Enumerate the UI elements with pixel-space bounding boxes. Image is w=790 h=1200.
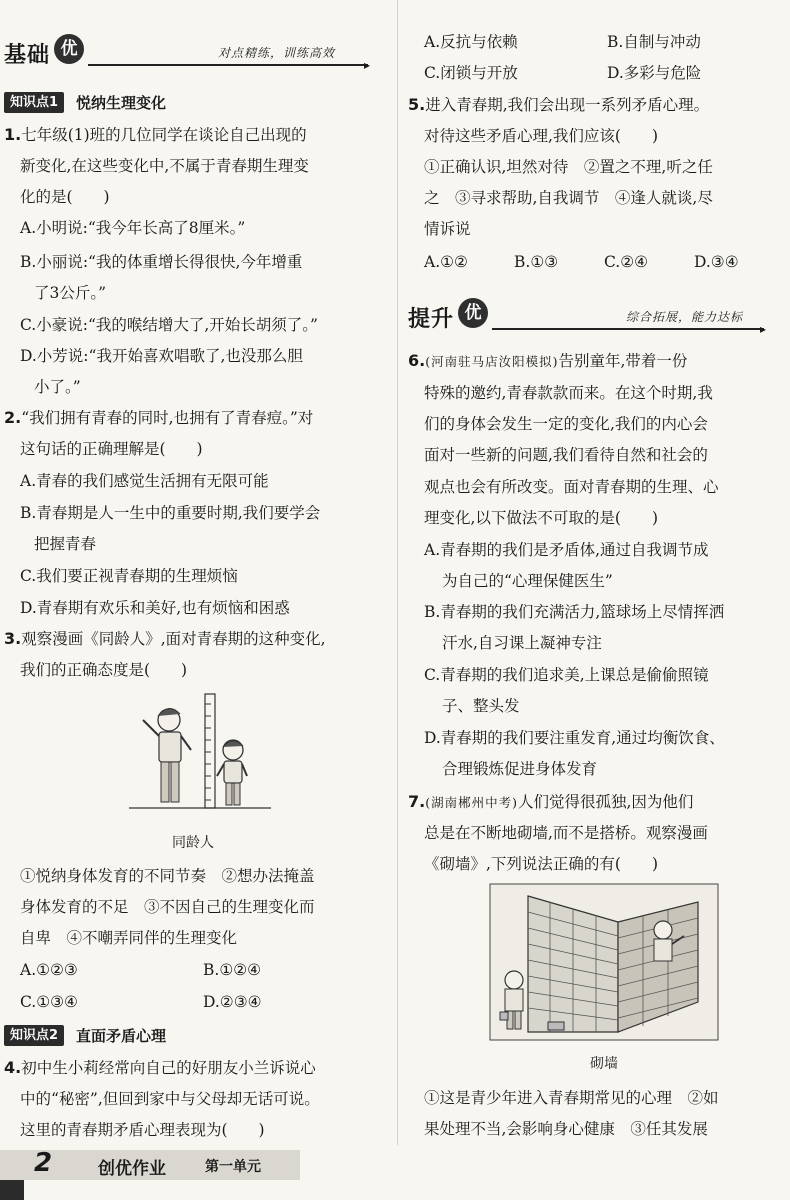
banner-slogan: 对点精练，训练高效 [218,46,336,60]
question-line: “我们拥有青春的同时,也拥有了青春痘。”对 [21,409,314,427]
option-d-cont: 小了。” [34,378,81,396]
kp-title: 直面矛盾心理 [76,1026,167,1045]
question-line: 特殊的邀约,青春款款而来。在这个时期,我 [424,384,713,402]
figure-caption: 同龄人 [172,835,214,851]
choice-d[interactable]: D.②③④ [203,993,262,1011]
banner-rule [88,64,368,66]
question-line: 化的是( ) [20,188,110,206]
statement-line: 果处理不当,会影响身心健康 ③任其发展 [424,1120,708,1138]
banner-word: 提升 [408,307,455,332]
option-b-cont: 了3公斤。” [34,284,107,302]
statement-line: 之 ③寻求帮助,自我调节 ④逢人就谈,尽 [424,189,713,207]
kp-tag: 知识点1 [4,92,64,113]
option-d[interactable]: D.小芳说:“我开始喜欢唱歌了,也没那么胆 [20,347,303,365]
option-b[interactable]: B.青春期的我们充满活力,篮球场上尽情挥洒 [424,603,725,621]
footer-brand: 创优作业 [98,1159,166,1179]
kp-tag: 知识点2 [4,1025,64,1046]
option-b[interactable]: B.小丽说:“我的体重增长得很快,今年增重 [20,253,303,271]
banner-slogan: 综合拓展，能力达标 [626,310,744,324]
option-d[interactable]: D.青春期有欢乐和美好,也有烦恼和困惑 [20,599,290,617]
statement-line: ①悦纳身体发育的不同节奏 ②想办法掩盖 [20,867,315,885]
banner-rule [492,328,764,330]
banner-word: 基础 [4,43,51,68]
question-line: 总是在不断地砌墙,而不是搭桥。观察漫画 [424,824,708,842]
option-d[interactable]: D.青春期的我们要注重发育,通过均衡饮食、 [424,729,725,747]
footer-corner [0,1180,24,1200]
question-number: 4. [4,1058,22,1077]
option-c[interactable]: C.我们要正视青春期的生理烦恼 [20,567,238,585]
bricklaying-cartoon-illustration [488,882,720,1042]
knowledge-point-1 [4,91,166,113]
footer-unit: 第一单元 [205,1159,261,1175]
basic-banner [4,38,384,78]
question-line: 初中生小莉经常向自己的好朋友小兰诉说心 [21,1059,316,1077]
choice-b[interactable]: B.自制与冲动 [607,33,701,51]
knowledge-point-2 [4,1024,166,1046]
question-line: 观察漫画《同龄人》,面对青春期的这种变化, [21,630,326,648]
question-line: 七年级(1)班的几位同学在谈论自己出现的 [21,126,307,144]
choice-b[interactable]: B.①②④ [203,961,262,979]
option-a[interactable]: A.青春的我们感觉生活拥有无限可能 [20,472,269,490]
option-b-cont: 汗水,自习课上凝神专注 [442,634,602,652]
choice-a[interactable]: A.反抗与依赖 [424,33,518,51]
option-c-cont: 子、整头发 [442,697,520,715]
question-source: (湖南郴州中考) [425,795,518,810]
choice-d[interactable]: D.③④ [694,253,739,271]
question-line: 《砌墙》,下列说法正确的有( ) [424,855,659,873]
choice-c[interactable]: C.②④ [604,253,649,271]
choice-c[interactable]: C.闭锁与开放 [424,64,518,82]
statement-line: ①这是青少年进入青春期常见的心理 ②如 [424,1089,719,1107]
question-line: 我们的正确态度是( ) [20,661,188,679]
column-divider [397,0,398,1145]
question-number: 7. [408,792,426,811]
statement-line: 身体发育的不足 ③不因自己的生理变化而 [20,898,315,916]
banner-badge: 优 [458,298,488,328]
choice-a[interactable]: A.①② [424,253,468,271]
option-a[interactable]: A.小明说:“我今年长高了8厘米。” [20,219,246,237]
page-number: 2 [34,1148,53,1178]
question-number: 2. [4,408,22,427]
question-line: 中的“秘密”,但回到家中与父母却无话可说。 [20,1090,320,1108]
page-footer [0,1148,790,1200]
question-line: 对待这些矛盾心理,我们应该( ) [424,127,659,145]
option-b-cont: 把握青春 [34,535,97,553]
banner-arrow-icon: ▸ [760,322,767,336]
statement-line: ①正确认识,坦然对待 ②置之不理,听之任 [424,158,713,176]
choice-d[interactable]: D.多彩与危险 [607,64,702,82]
statement-line: 自卑 ④不嘲弄同伴的生理变化 [20,929,238,947]
banner-badge: 优 [54,34,84,64]
question-line: 们的身体会发生一定的变化,我们的内心会 [424,415,708,433]
question-line: 理变化,以下做法不可取的是( ) [424,509,659,527]
option-c[interactable]: C.青春期的我们追求美,上课总是偷偷照镜 [424,666,709,684]
question-source: (河南驻马店汝阳模拟) [425,354,559,369]
question-number: 1. [4,125,22,144]
statement-line: 情诉说 [424,220,471,238]
banner-arrow-icon: ▸ [364,58,371,72]
option-a-cont: 为自己的“心理保健医生” [442,572,613,590]
question-line: 观点也会有所改变。面对青春期的生理、心 [424,478,719,496]
option-c[interactable]: C.小豪说:“我的喉结增大了,开始长胡须了。” [20,316,318,334]
question-line: 这句话的正确理解是( ) [20,440,203,458]
choice-c[interactable]: C.①③④ [20,993,78,1011]
kp-title: 悦纳生理变化 [76,93,167,112]
question-number: 6. [408,351,426,370]
question-line: 进入青春期,我们会出现一系列矛盾心理。 [425,96,710,114]
option-d-cont: 合理锻炼促进身体发育 [442,760,598,778]
question-line: 人们觉得很孤独,因为他们 [517,793,694,811]
option-a[interactable]: A.青春期的我们是矛盾体,通过自我调节成 [424,541,709,559]
peers-cartoon-illustration [125,690,275,820]
question-number: 5. [408,95,426,114]
question-line: 这里的青春期矛盾心理表现为( ) [20,1121,265,1139]
question-number: 3. [4,629,22,648]
choice-b[interactable]: B.①③ [514,253,559,271]
option-b[interactable]: B.青春期是人一生中的重要时期,我们要学会 [20,504,321,522]
figure-caption: 砌墙 [590,1056,618,1072]
question-line: 告别童年,带着一份 [558,352,688,370]
choice-a[interactable]: A.①②③ [20,961,78,979]
question-line: 面对一些新的问题,我们看待自然和社会的 [424,446,708,464]
question-line: 新变化,在这些变化中,不属于青春期生理变 [20,157,309,175]
advanced-banner [408,302,788,342]
